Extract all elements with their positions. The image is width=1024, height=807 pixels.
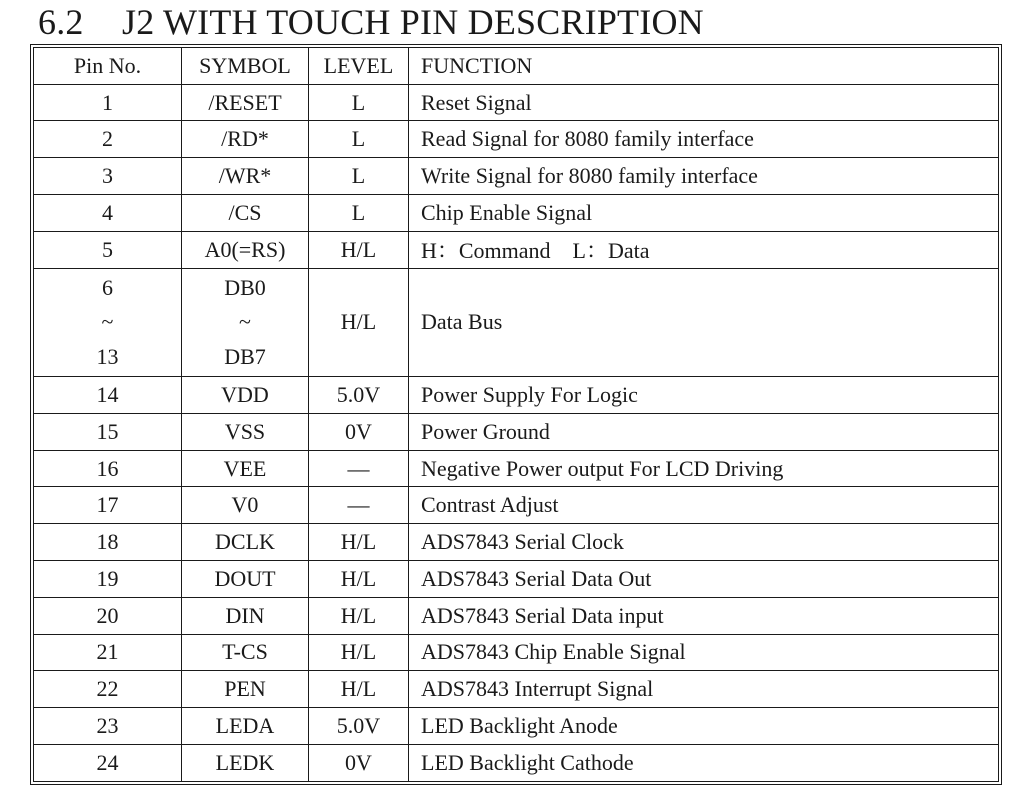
function-cell: Negative Power output For LCD Driving [409, 450, 999, 487]
function-cell: Reset Signal [409, 84, 999, 121]
symbol-cell: /CS [182, 195, 309, 232]
pin-cell: 14 [34, 377, 182, 414]
pin-cell: 5 [34, 231, 182, 268]
table-row [34, 413, 999, 450]
table-row [34, 708, 999, 745]
pin-cell: 23 [34, 708, 182, 745]
symbol-range-start: DB0 [224, 274, 266, 300]
pin-cell: 21 [34, 634, 182, 671]
symbol-cell: VSS [182, 413, 309, 450]
level-cell: H/L [309, 268, 409, 376]
symbol-cell: VEE [182, 450, 309, 487]
pin-description-table [33, 47, 999, 782]
function-cell: ADS7843 Serial Clock [409, 524, 999, 561]
function-cell: Read Signal for 8080 family interface [409, 121, 999, 158]
table-row [34, 84, 999, 121]
function-cell: Power Ground [409, 413, 999, 450]
pin-cell: 19 [34, 561, 182, 598]
section-title: J2 WITH TOUCH PIN DESCRIPTION [122, 2, 704, 42]
pin-cell: 1 [34, 84, 182, 121]
level-cell: L [309, 84, 409, 121]
pin-cell: 20 [34, 597, 182, 634]
symbol-range-end: DB7 [224, 344, 266, 370]
symbol-cell: PEN [182, 671, 309, 708]
section-number: 6.2 [38, 2, 84, 42]
level-cell: H/L [309, 231, 409, 268]
table-row [34, 524, 999, 561]
level-cell: L [309, 158, 409, 195]
level-cell: H/L [309, 634, 409, 671]
function-cell: ADS7843 Serial Data Out [409, 561, 999, 598]
symbol-cell: LEDK [182, 744, 309, 781]
function-cell: ADS7843 Serial Data input [409, 597, 999, 634]
table-row [34, 744, 999, 781]
pin-cell: 4 [34, 195, 182, 232]
symbol-cell: DCLK [182, 524, 309, 561]
symbol-cell: /WR* [182, 158, 309, 195]
header-level: LEVEL [309, 48, 409, 85]
table-row [34, 634, 999, 671]
symbol-cell: V0 [182, 487, 309, 524]
function-cell: Write Signal for 8080 family interface [409, 158, 999, 195]
table-row [34, 195, 999, 232]
level-cell: L [309, 195, 409, 232]
pin-range-start: 6 [102, 274, 113, 300]
table-row [34, 377, 999, 414]
function-cell: Chip Enable Signal [409, 195, 999, 232]
function-cell: ADS7843 Interrupt Signal [409, 671, 999, 708]
function-cell: Power Supply For Logic [409, 377, 999, 414]
level-cell: H/L [309, 561, 409, 598]
pin-cell: 24 [34, 744, 182, 781]
header-function: FUNCTION [409, 48, 999, 85]
level-cell: H/L [309, 671, 409, 708]
table-row-data-bus [34, 268, 999, 376]
pin-cell: 15 [34, 413, 182, 450]
level-cell: 5.0V [309, 708, 409, 745]
level-cell: L [309, 121, 409, 158]
symbol-cell: LEDA [182, 708, 309, 745]
table-row [34, 450, 999, 487]
pin-cell: 17 [34, 487, 182, 524]
pin-cell: 3 [34, 158, 182, 195]
symbol-range-tilde: ~ [239, 309, 251, 335]
section-heading [38, 0, 704, 44]
level-cell: 0V [309, 744, 409, 781]
symbol-cell: /RESET [182, 84, 309, 121]
pin-range-tilde: ~ [101, 309, 114, 335]
table-row [34, 231, 999, 268]
function-cell: LED Backlight Cathode [409, 744, 999, 781]
pin-range-cell [34, 268, 182, 376]
level-cell: — [309, 487, 409, 524]
symbol-cell: T-CS [182, 634, 309, 671]
level-cell: H/L [309, 597, 409, 634]
level-cell: 5.0V [309, 377, 409, 414]
symbol-cell: DIN [182, 597, 309, 634]
symbol-cell: /RD* [182, 121, 309, 158]
level-cell: 0V [309, 413, 409, 450]
symbol-range-cell [182, 268, 309, 376]
table-row [34, 561, 999, 598]
pin-cell: 18 [34, 524, 182, 561]
level-cell: H/L [309, 524, 409, 561]
table-row [34, 597, 999, 634]
symbol-cell: DOUT [182, 561, 309, 598]
table-row [34, 121, 999, 158]
function-cell: Contrast Adjust [409, 487, 999, 524]
function-cell: LED Backlight Anode [409, 708, 999, 745]
symbol-cell: A0(=RS) [182, 231, 309, 268]
pin-cell: 2 [34, 121, 182, 158]
function-cell: Data Bus [409, 268, 999, 376]
pin-range-end: 13 [96, 344, 119, 370]
header-pin-no: Pin No. [34, 48, 182, 85]
pin-cell: 22 [34, 671, 182, 708]
pin-description-table-frame [30, 44, 1002, 785]
function-cell: ADS7843 Chip Enable Signal [409, 634, 999, 671]
pin-cell: 16 [34, 450, 182, 487]
table-header-row [34, 48, 999, 85]
table-row [34, 671, 999, 708]
header-symbol: SYMBOL [182, 48, 309, 85]
table-row [34, 158, 999, 195]
level-cell: — [309, 450, 409, 487]
table-row [34, 487, 999, 524]
symbol-cell: VDD [182, 377, 309, 414]
function-cell: H：Command L：Data [409, 231, 999, 268]
